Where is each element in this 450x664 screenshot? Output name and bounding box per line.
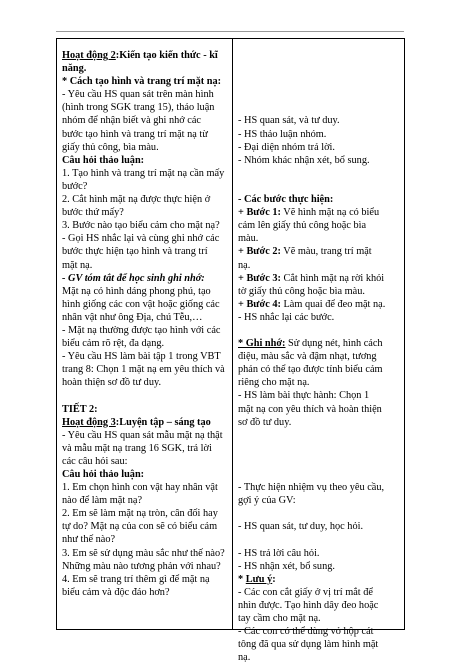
response-line: - HS quan sát, và tư duy. xyxy=(238,115,340,127)
question-line: Những màu nào tương phản với nhau? xyxy=(62,560,221,572)
note-line: riêng cho mặt nạ. xyxy=(238,377,310,389)
question-line: bước thứ mấy? xyxy=(62,207,124,219)
summary-line: trang 8: Chọn 1 mặt nạ em yêu thích và xyxy=(62,364,225,376)
tip-line: - Các con có thể dùng vỏ hộp cát xyxy=(238,626,374,638)
column-divider xyxy=(232,39,233,629)
question-line: 2. Cắt hình mặt nạ được thực hiện ở xyxy=(62,194,211,206)
tip-line: - Các con cắt giấy ở vị trí mắt để xyxy=(238,586,373,598)
response-line: - HS thảo luận nhóm. xyxy=(238,128,327,140)
question-line: 3. Bước nào tạo biểu cảm cho mặt nạ? xyxy=(62,220,220,232)
questions-title: Câu hỏi thảo luận: xyxy=(62,154,145,166)
task-line: - Thực hiện nhiệm vụ theo yêu cầu, xyxy=(238,482,385,494)
steps-after: - HS nhắc lại các bước. xyxy=(238,311,335,323)
header-rule xyxy=(56,31,404,32)
task-line: gợi ý của GV: xyxy=(238,495,296,507)
note-line: * Ghi nhớ: Sử dụng nét, hình cách xyxy=(238,338,383,350)
tip-line: nạ. xyxy=(238,652,251,664)
section-title: * Cách tạo hình và trang trí mặt nạ: xyxy=(62,76,222,88)
question-line: mặt nạ. xyxy=(62,259,93,271)
questions-title: Câu hỏi thảo luận: xyxy=(62,469,145,480)
summary-title: - GV tóm tắt để học sinh ghi nhớ: xyxy=(62,272,205,284)
student-activities-column xyxy=(238,49,401,664)
question-line: bước? xyxy=(62,180,88,192)
practice-line: mặt nạ con yêu thích và hoàn thiện xyxy=(238,403,382,415)
step-3-cont: tờ giấy thủ công hoặc bìa màu. xyxy=(238,285,365,297)
teacher-activities-column xyxy=(62,49,230,599)
activity-3-heading: Hoạt động 3:Luyện tập – sáng tạo xyxy=(62,416,211,428)
tip-line: tay cầm cho mặt nạ. xyxy=(238,613,321,625)
question-line: 2. Em sẽ làm mặt nạ tròn, cân đối hay xyxy=(62,508,218,520)
step-2: + Bước 2: Vẽ màu, trang trí mặt xyxy=(238,246,372,258)
question-line: như thế nào? xyxy=(62,534,116,546)
section1-line: nhóm để nhận biết và ghi nhớ các xyxy=(62,115,201,127)
practice-line: sơ đồ tư duy. xyxy=(238,416,292,428)
summary-line: - Yêu cầu HS làm bài tập 1 trong VBT xyxy=(62,351,221,363)
question-line: nào để làm mặt nạ? xyxy=(62,495,143,507)
blank-line xyxy=(62,389,230,402)
activity-2-heading: Hoạt động 2:Kiến tạo kiến thức - kĩ năng. xyxy=(62,50,218,75)
response-line: - Nhóm khác nhận xét, bổ sung. xyxy=(238,154,370,166)
summary-line: nhân vật như ông Địa, chú Tễu,… xyxy=(62,311,203,323)
question-line: 3. Em sẽ sử dụng màu sắc như thế nào? xyxy=(62,547,225,559)
step-1-cont: màu. xyxy=(238,233,259,245)
response-line: - Đại diện nhóm trả lời. xyxy=(238,141,335,153)
period-title: TIẾT 2: xyxy=(62,403,98,415)
step-4: + Bước 4: Làm quai để đeo mặt nạ. xyxy=(238,298,386,310)
answer-line: - HS nhận xét, bổ sung. xyxy=(238,560,335,572)
question-line: biểu cảm và độc đáo hơn? xyxy=(62,586,170,598)
section1-line: (hình trong SGK trang 15), thảo luận xyxy=(62,102,215,114)
question-line: tự do? Mặt nạ của con sẽ có biểu cảm xyxy=(62,521,218,533)
step-1: + Bước 1: Vẽ hình mặt nạ có biểu xyxy=(238,207,380,219)
activity-3-line: - Yêu cầu HS quan sát mẫu mặt nạ thật xyxy=(62,429,223,441)
step-2-cont: nạ. xyxy=(238,259,251,271)
tip-line: nhìn được. Tạo hình dây đeo hoặc xyxy=(238,599,379,611)
practice-line: - HS làm bài thực hành: Chọn 1 xyxy=(238,390,370,402)
summary-line: hoàn thiện sơ đồ tư duy. xyxy=(62,377,162,389)
question-line: bước thực hiện tạo hình và trang trí xyxy=(62,246,208,258)
tip-line: tông đã qua sử dụng làm hình mặt xyxy=(238,639,379,651)
note-line: phản có thể tạo được tính biểu cảm xyxy=(238,364,383,376)
summary-line: Mặt nạ có hình dáng phong phú, tạo xyxy=(62,285,211,297)
tips-title: * Lưu ý: xyxy=(238,573,276,585)
summary-line: biểu cảm rõ rệt, đa dạng. xyxy=(62,338,165,350)
activity-3-line: và mẫu mặt nạ trang 16 SGK, trả lời xyxy=(62,442,212,454)
section1-line: - Yêu cầu HS quan sát trên màn hình xyxy=(62,89,214,101)
answer-line: - HS trả lời câu hỏi. xyxy=(238,547,320,559)
question-line: - Gọi HS nhắc lại và cùng ghi nhớ các xyxy=(62,233,220,245)
step-1-cont: cảm lên giấy thủ công hoặc bìa xyxy=(238,220,367,232)
summary-line: hình giống các con vật hoặc giống các xyxy=(62,298,220,310)
step-3: + Bước 3: Cắt hình mặt nạ rời khỏi xyxy=(238,272,385,284)
question-line: 4. Em sẽ trang trí thêm gì để mặt nạ xyxy=(62,573,210,585)
observe-line: - HS quan sát, tư duy, học hỏi. xyxy=(238,521,364,533)
section1-line: giấy thủ công, bìa màu. xyxy=(62,141,159,153)
note-line: điệu, màu sắc và đậm nhạt, tương xyxy=(238,351,377,363)
lesson-table xyxy=(56,38,405,664)
question-line: 1. Em chọn hình con vật hay nhân vật xyxy=(62,482,218,494)
activity-3-line: các câu hỏi sau: xyxy=(62,455,128,467)
steps-title: - Các bước thực hiện: xyxy=(238,194,334,206)
section1-line: bước tạo hình và trang trí mặt nạ từ xyxy=(62,128,208,140)
summary-line: - Mặt nạ thường được tạo hình với các xyxy=(62,324,221,336)
question-line: 1. Tạo hình và trang trí mặt nạ cần mấy xyxy=(62,167,225,179)
